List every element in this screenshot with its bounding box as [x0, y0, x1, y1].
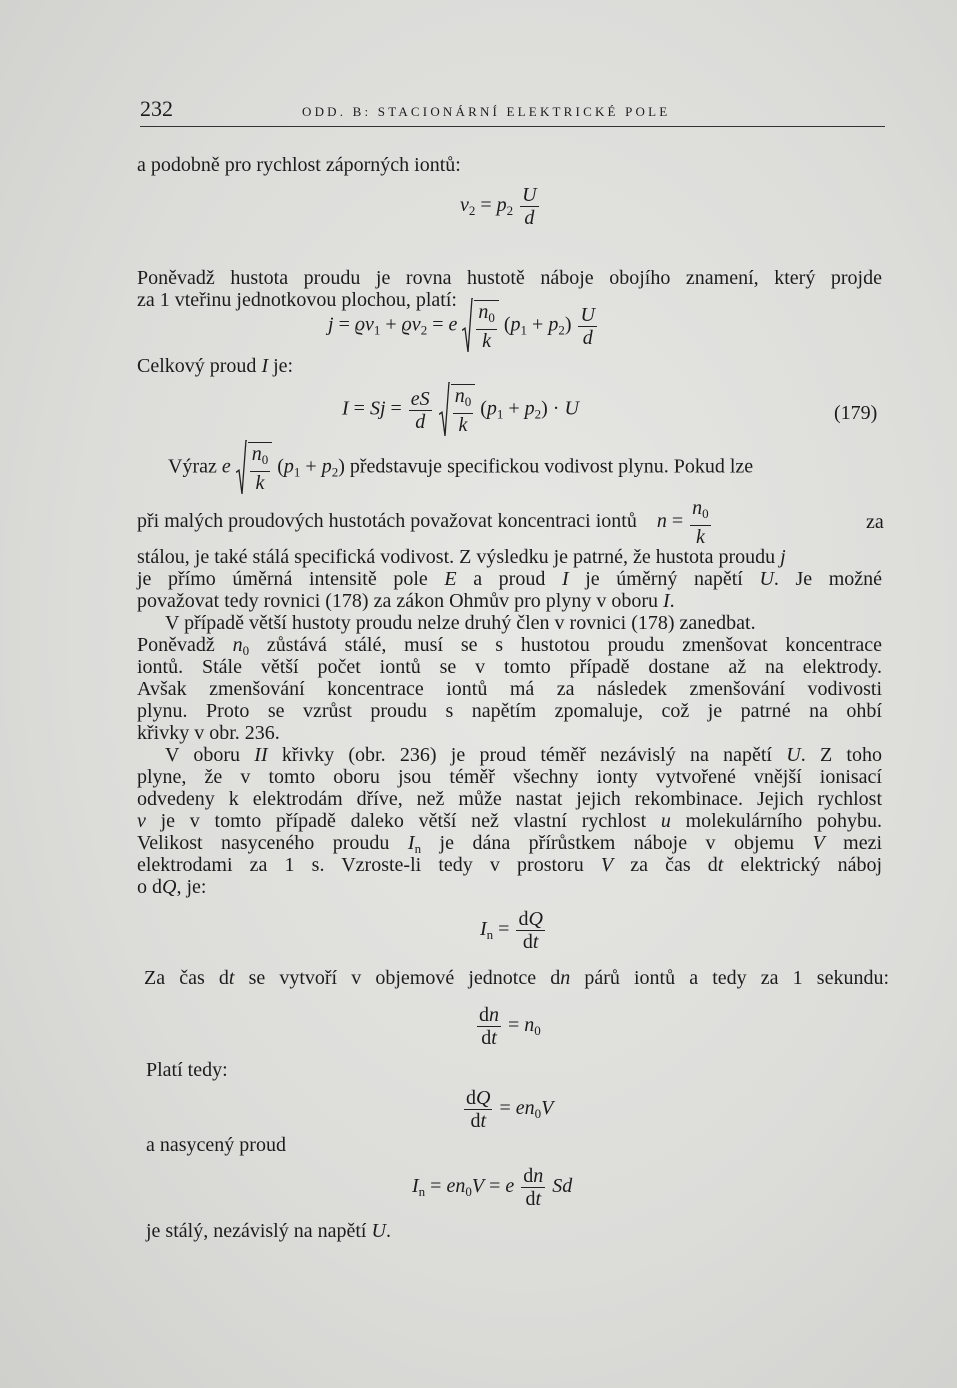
paragraph-line: V oboru II křivky (obr. 236) je proud téměř nezávislý na napětí U. Z toho	[165, 744, 882, 766]
paragraph-line: elektrodami za 1 s. Vzroste-li tedy v prostoru V za čas dt elektrický náboj	[137, 854, 882, 876]
equation-179: I = Sj = $\frac{eS}{d}$ $\frac{n_0}{k}$ $(p_1 + p_2) \cdot U$	[342, 384, 579, 436]
final-line: je stálý, nezávislý na napětí U.	[146, 1220, 391, 1242]
celkovy-end: je:	[273, 355, 294, 377]
equation-number-179: (179)	[834, 402, 878, 424]
paragraph-line: Poněvadž hustota proudu je rovna hustotě náboje obojího znamení, který projde	[137, 267, 882, 289]
equation-saturated: $I_n = en_0V = e$ $\frac{dn}{dt}$ Sd	[412, 1165, 573, 1210]
stalou-line: stálou, je také stálá specifická vodivost. Z výsledku je patrné, že hustota proudu j	[137, 546, 786, 568]
plati-tedy: Platí tedy:	[146, 1059, 228, 1081]
vyraz-line: Výraz e $\frac{n_0}{k}$ $(p_1 + p_2)$ představuje specifickou vodivost plynu. Pokud lze	[168, 442, 753, 494]
equation-dn-dt: $\frac{dn}{dt}$ = $n_0$	[479, 1004, 541, 1049]
equation-In: $I_n$ = $\frac{dQ}{dt}$	[480, 908, 543, 953]
paragraph-line: považovat tedy rovnici (178) za zákon Ohmův pro plyny v oboru I.	[137, 590, 675, 612]
paragraph-line: je přímo úměrná intensitě pole E a proud I je úměrný napětí U. Je možné	[137, 568, 883, 590]
paragraph-line: za 1 vteřinu jednotkovou plochou, platí:	[137, 289, 457, 311]
paragraph-line: plyne, že v tomto oboru jsou téměř všechny ionty vytvořené vnější ionisací	[137, 766, 882, 788]
nasyceny-proud: a nasycený proud	[146, 1134, 286, 1156]
var-I: I	[261, 355, 269, 377]
intro-line: a podobně pro rychlost záporných iontů:	[137, 154, 461, 176]
paragraph-line: odvedeny k elektrodám dříve, než může nastat jejich rekombinace. Jejich rychlost	[137, 788, 882, 810]
equation-j: $j = ϱv_1 + ϱv_2 = e$ $\frac{n_0}{k}$ $(p_1 + p_2)$ $\frac{U}{d}$	[328, 300, 599, 352]
paragraph-line: křivky v obr. 236.	[137, 722, 280, 744]
pri-end: za	[866, 511, 884, 533]
celkovy-line	[137, 355, 293, 377]
paragraph-line: Velikost nasyceného proudu $I_n$ je dána přírůstkem náboje v objemu V mezi	[137, 832, 883, 856]
paragraph-line: Avšak zmenšování koncentrace iontů má za následek zmenšování vodivosti	[137, 678, 882, 700]
running-header	[140, 96, 885, 127]
pri-line: při malých proudových hustotách považovat koncentraci iontů n = $\frac{n_0}{k}$	[137, 497, 709, 548]
equation-dQ-dt: $\frac{dQ}{dt}$ = $en_0V$	[466, 1087, 554, 1132]
paragraph-line: o dQ, je:	[137, 876, 207, 898]
paragraph-line: V případě větší hustoty proudu nelze druhý člen v rovnici (178) zanedbat.	[165, 612, 756, 634]
paragraph-line: Za čas dt se vytvoří v objemové jednotce dn párů iontů a tedy za 1 sekundu:	[144, 967, 890, 989]
paragraph-line: v je v tomto případě daleko větší než vlastní rychlost u molekulárního pohybu.	[137, 810, 882, 832]
paragraph-line: iontů. Stále větší počet iontů se v tomto případě dostane až na elektrody.	[137, 656, 882, 678]
equation-v2: $v_2 = p_2$ $\frac{U}{d}$	[460, 184, 537, 229]
running-title: ODD. B: STACIONÁRNÍ ELEKTRICKÉ POLE	[302, 104, 671, 119]
vyraz-text: Výraz	[168, 455, 217, 478]
paragraph-line: plynu. Proto se vzrůst proudu s napětím zpomaluje, což je patrné na ohbí	[137, 700, 882, 722]
celkovy-text: Celkový proud	[137, 355, 257, 377]
pri-text: při malých proudových hustotách považovat koncentraci iontů	[137, 510, 637, 533]
paragraph-line: Poněvadž $n_0$ zůstává stálé, musí se s hustotou proudu zmenšovat koncentrace	[137, 634, 882, 658]
vyraz-end: představuje specifickou vodivost plynu. Pokud lze	[349, 455, 754, 478]
page-number: 232	[140, 96, 173, 121]
